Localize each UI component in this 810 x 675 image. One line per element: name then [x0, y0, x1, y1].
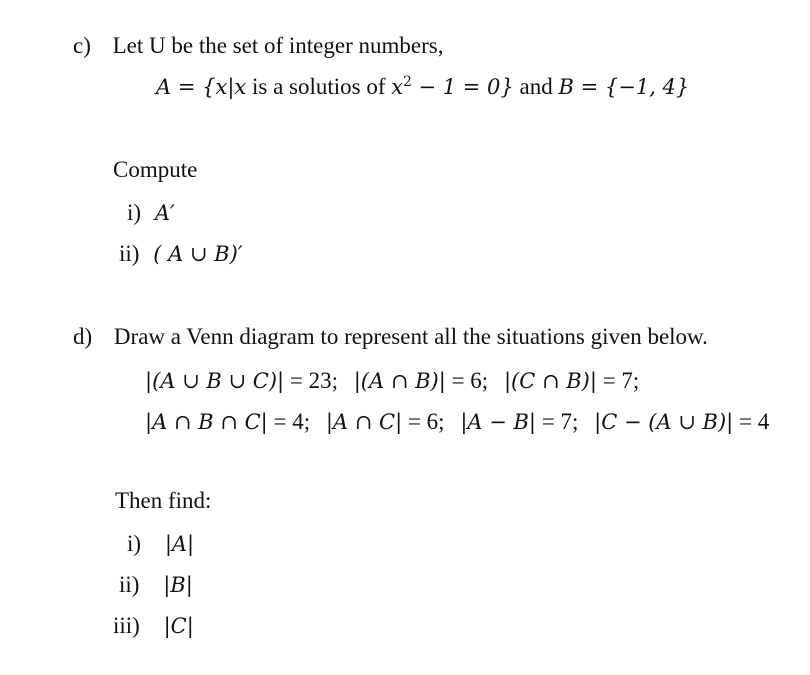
condition-value: = 23; — [284, 368, 338, 393]
condition-line-2 — [145, 410, 769, 433]
part-d-heading — [73, 325, 708, 348]
condition-expression: |A − B| — [460, 410, 537, 434]
condition-expression: |A ∩ C| — [325, 410, 403, 434]
condition-line-1 — [145, 369, 639, 392]
set-definitions — [156, 75, 689, 98]
condition-value: = 7; — [536, 409, 579, 434]
condition-expression: |(A ∪ B ∪ C)| — [145, 369, 285, 393]
part-c-heading — [73, 34, 443, 57]
condition-expression: |(C ∩ B)| — [503, 369, 597, 393]
item-expression: A′ — [154, 201, 175, 225]
and-word: and — [519, 74, 553, 99]
compute-label: Compute — [113, 157, 198, 182]
part-c-intro: Let U be the set of integer numbers, — [112, 33, 444, 58]
condition-expression: |(A ∩ B)| — [353, 369, 446, 393]
condition-expression: |C − (A ∪ B)| — [594, 410, 734, 434]
part-d-intro: Draw a Venn diagram to represent all the situations given below. — [113, 324, 708, 349]
item-number: iii) — [113, 613, 140, 638]
item-expression: ( A ∪ B)′ — [153, 242, 243, 266]
part-d-label: d) — [73, 324, 93, 349]
set-a-math: $x^2 - 1 = 0$} — [391, 73, 514, 99]
part-c-item-1 — [127, 201, 175, 224]
find-label: Then find: — [115, 488, 212, 513]
set-a-prefix: A = {x|x — [156, 75, 247, 99]
item-expression: |A| — [164, 532, 195, 556]
condition-value: = 6; — [445, 368, 489, 393]
part-c-label: c) — [73, 33, 91, 58]
condition-expression: |A ∩ B ∩ C| — [145, 410, 268, 434]
item-number: i) — [127, 200, 142, 225]
condition-value: = 4 — [733, 409, 770, 434]
part-d-item-3 — [113, 614, 194, 637]
condition-value: = 6; — [402, 409, 445, 434]
condition-value: = 7; — [596, 368, 640, 393]
item-expression: |B| — [163, 573, 193, 597]
part-d-item-2 — [119, 573, 193, 596]
item-expression: |C| — [163, 614, 194, 638]
set-a-text: is a solutios of — [251, 74, 386, 99]
set-b: B = {−1, 4} — [558, 75, 690, 99]
item-number: i) — [127, 531, 142, 556]
condition-value: = 4; — [267, 409, 311, 434]
part-c-item-2 — [119, 242, 243, 265]
item-number: ii) — [119, 241, 140, 266]
part-d-item-1 — [127, 532, 194, 555]
item-number: ii) — [119, 572, 140, 597]
